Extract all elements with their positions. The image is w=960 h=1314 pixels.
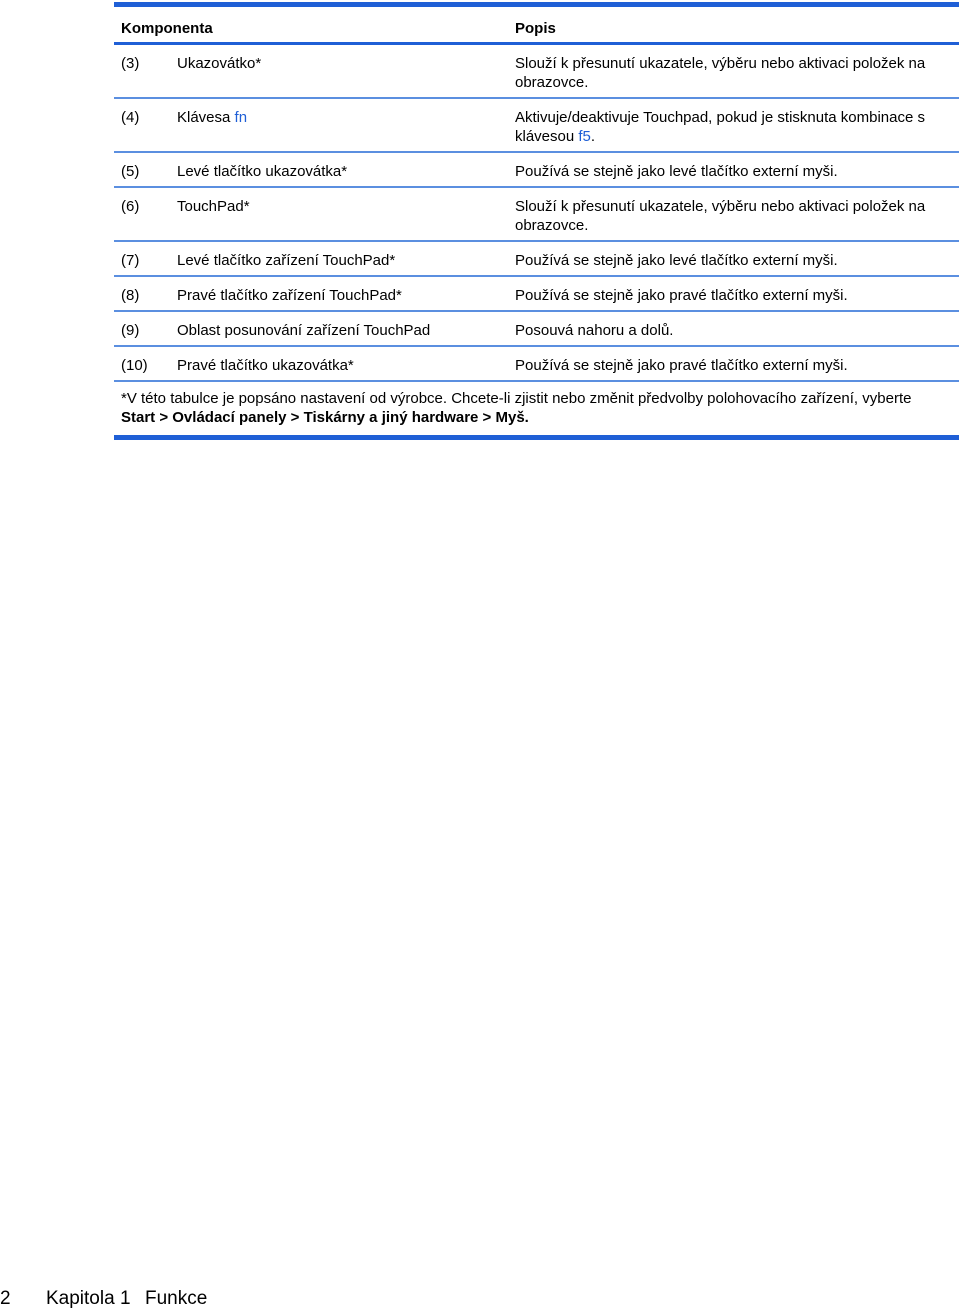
row-component: Pravé tlačítko ukazovátka*: [177, 357, 354, 374]
components-table: [114, 2, 959, 440]
row-number: (9): [121, 322, 140, 339]
chapter-label: Kapitola 1: [46, 1288, 131, 1309]
row-description: [515, 108, 945, 146]
row-number: (3): [121, 55, 140, 72]
footnote-text: [121, 389, 941, 427]
page-number: 2: [0, 1288, 11, 1309]
table-header: [114, 7, 959, 42]
row-component: Ukazovátko*: [177, 55, 262, 72]
description-end: .: [590, 128, 596, 145]
row-description: Používá se stejně jako pravé tlačítko externí myši.: [515, 357, 848, 374]
row-number: (8): [121, 287, 140, 304]
row-description: Posouvá nahoru a dolů.: [515, 322, 674, 339]
table-row: [114, 153, 959, 186]
row-component: Levé tlačítko zařízení TouchPad*: [177, 252, 396, 269]
row-number: (10): [121, 357, 148, 374]
table-row: [114, 99, 959, 151]
row-description: Slouží k přesunutí ukazatele, výběru nebo aktivaci položek na obrazovce.: [515, 198, 926, 234]
fn-key-link[interactable]: fn: [234, 109, 248, 126]
row-number: (6): [121, 198, 140, 215]
table-row: [114, 312, 959, 345]
row-number: (4): [121, 109, 140, 126]
table-row: [114, 277, 959, 310]
row-description: Používá se stejně jako pravé tlačítko externí myši.: [515, 287, 848, 304]
row-component: TouchPad*: [177, 198, 250, 215]
row-component: [177, 108, 247, 127]
chapter-title: Funkce: [145, 1288, 208, 1309]
row-description: Používá se stejně jako levé tlačítko externí myši.: [515, 163, 838, 180]
row-number: (5): [121, 163, 140, 180]
row-component: Levé tlačítko ukazovátka*: [177, 163, 348, 180]
footnote-menu-path: Start > Ovládací panely > Tiskárny a jiný hardware > Myš: [121, 409, 525, 426]
row-number: (7): [121, 252, 140, 269]
row-component: Pravé tlačítko zařízení TouchPad*: [177, 287, 402, 304]
table-bottom-rule: [114, 435, 959, 440]
row-component: Oblast posunování zařízení TouchPad: [177, 322, 431, 339]
description-text: Aktivuje/deaktivuje Touchpad, pokud je stisknuta kombinace s klávesou: [515, 109, 925, 145]
footnote-body: *V této tabulce je popsáno nastavení od výrobce. Chcete-li zjistit nebo změnit předvolby polohovacího zařízení, vyberte: [121, 390, 912, 407]
f5-key-link[interactable]: f5: [578, 128, 591, 145]
table-footnote: [114, 382, 959, 435]
table-row: [114, 347, 959, 380]
table-row: [114, 188, 959, 240]
row-description: Slouží k přesunutí ukazatele, výběru nebo aktivaci položek na obrazovce.: [515, 55, 926, 91]
header-component: Komponenta: [121, 20, 213, 37]
component-text: Klávesa: [177, 109, 235, 126]
table-row: [114, 242, 959, 275]
row-description: Používá se stejně jako levé tlačítko externí myši.: [515, 252, 838, 269]
table-row: [114, 45, 959, 97]
header-description: Popis: [515, 20, 556, 37]
footnote-end: .: [524, 409, 529, 426]
